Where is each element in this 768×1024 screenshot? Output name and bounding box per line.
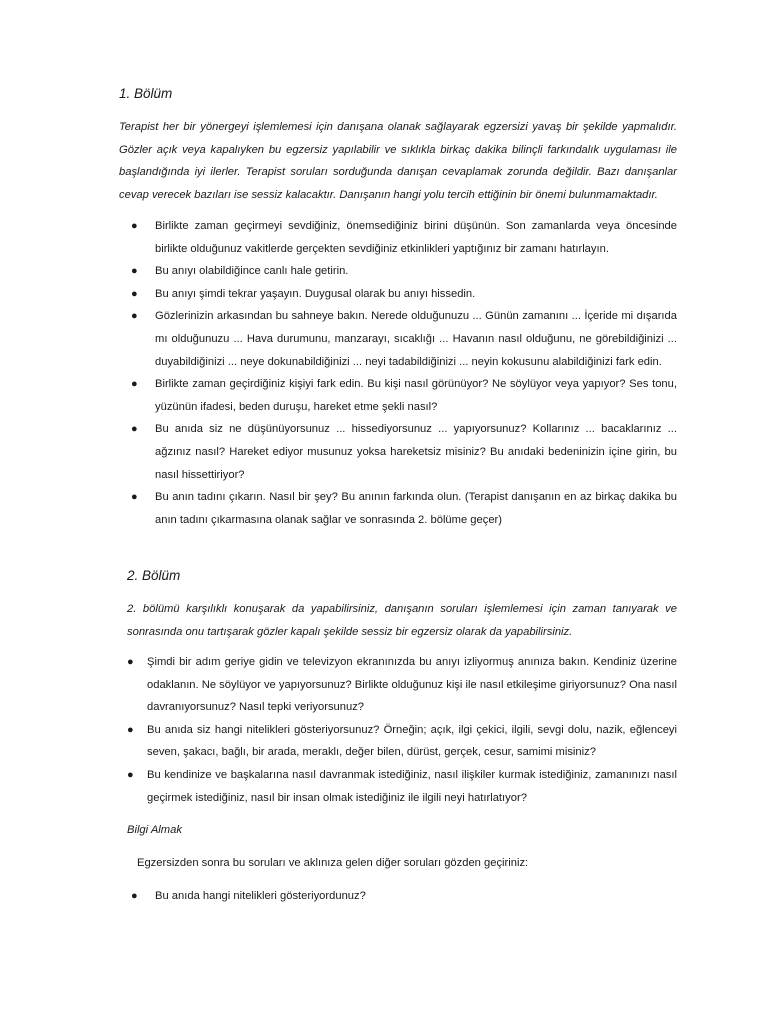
list-item [127,719,677,764]
bullet-icon: ● [127,656,134,668]
bullet-icon: ● [127,723,134,736]
bullet-icon: ● [131,423,138,436]
list-item-text: Bu anıyı olabildiğince canlı hale getirin. [155,265,349,278]
list-item-text: Birlikte zaman geçirdiğiniz kişiyi fark edin. Bu kişi nasıl görünüyor? Ne söylüyor veya yapıyor? Ses tonu, yüzünün ifadesi, beden duruşu, hareket etme şekli nasıl? [155,378,677,413]
bullet-icon: ● [131,491,138,504]
section-3-text: Egzersizden sonra bu soruları ve aklınıza gelen diğer soruları gözden geçiriniz: [137,857,529,869]
list-item-text: Gözlerinizin arkasından bu sahneye bakın. Nerede olduğunuzu ... Günün zamanını ... İçeride mi dışarıda mı olduğunuzu ... Hava durumunu, manzarayı, sıcaklığı ... Havanın nasıl olduğunu, ne görebildiğinizi ... duyabildiğinizi ... neye dokunabildiğinizi ... neyi tadabildiğinizi ... neyin kokusunu alabildiğinizi fark edin. [155,310,677,368]
section-2-intro: 2. bölümü karşılıklı konuşarak da yapabilirsiniz, danışanın soruları işlemlemesi için zaman tanıyarak ve sonrasında onu tartışarak gözler kapalı şekilde sessiz bir egzersiz olarak da yapabilirsiniz. [127,603,677,638]
section-3-heading: Bilgi Almak [127,824,182,836]
list-item [131,283,677,306]
list-item [131,885,677,908]
list-item [131,215,677,260]
list-item-text: Şimdi bir adım geriye gidin ve televizyon ekranınızda bu anıyı izliyormuş anınıza bakın. Kendiniz üzerine odaklanın. Ne söylüyor ve yapıyorsunuz? Birlikte olduğunuz kişi ile nasıl etkileşime giriyorsunuz? Ona nasıl davranıyorsunuz? Nasıl tepki veriyorsunuz? [147,656,677,714]
bullet-icon: ● [131,890,138,902]
list-item [131,260,677,283]
list-item-text: Birlikte zaman geçirmeyi sevdiğiniz, önemsediğiniz birini düşünün. Son zamanlarda veya öncesinde birlikte olduğunuz vakitlerde gerçekten sevdiğiniz etkinlikleri yaptığınız bir zamanı hatırlayın. [155,220,677,255]
section-3-list [131,885,677,908]
list-item-text: Bu kendinize ve başkalarına nasıl davranmak istediğiniz, nasıl ilişkiler kurmak istediğiniz, zamanınızı nasıl geçirmek istediğiniz, nasıl bir insan olmak istediğiniz ile ilgili neyi hatırlatıyor? [147,768,677,804]
section-1-intro: Terapist her bir yönergeyi işlemlemesi için danışana olanak sağlayarak egzersizi yavaş bir şekilde yapmalıdır. Gözler açık veya kapalıyken bu egzersiz yapılabilir ve sıklıkla birkaç dakika bilinçli farkındalık uygulaması ile başlandığında iyi ilerler. Terapist soruları sorduğunda danışan cevaplamak zorunda değildir. Bazı danışanlar cevap verecek bazıları ise sessiz kalacaktır. Danışanın hangi yolu tercih ettiğinin bir önemi bulunmamaktadır. [119,121,677,201]
section-1-list [131,215,677,531]
bullet-icon: ● [127,768,134,781]
list-item-text: Bu anın tadını çıkarın. Nasıl bir şey? Bu anının farkında olun. (Terapist danışanın en az birkaç dakika bu anın tadını çıkarmasına olanak sağlar ve sonrasında 2. bölüme geçer) [155,491,677,526]
list-item [131,305,677,373]
list-item-text: Bu anıda hangi nitelikleri gösteriyordunuz? [155,890,366,902]
section-2-list [127,651,677,809]
list-item [127,651,677,719]
bullet-icon: ● [131,310,138,323]
bullet-icon: ● [131,265,138,278]
list-item-text: Bu anıda siz ne düşünüyorsunuz ... hissediyorsunuz ... yapıyorsunuz? Kollarınız ... bacaklarınız ... ağzınız nasıl? Hareket ediyor musunuz yoksa hareketsiz misiniz? Bu anıdaki bedeninizin içine girin, bu nasıl hissettiriyor? [155,423,677,481]
list-item [131,373,677,418]
list-item-text: Bu anıda siz hangi nitelikleri gösteriyorsunuz? Örneğin; açık, ilgi çekici, ilgili, sevgi dolu, nazik, eğlenceyi seven, şakacı, bağlı, bir arada, meraklı, değer bilen, dürüst, gerçek, cesur, samimi misiniz? [147,723,677,759]
section-2-heading: 2. Bölüm [127,568,181,583]
list-item [131,486,677,531]
list-item [131,418,677,486]
bullet-icon: ● [131,220,138,232]
section-1-heading: 1. Bölüm [119,86,173,101]
list-item-text: Bu anıyı şimdi tekrar yaşayın. Duygusal olarak bu anıyı hissedin. [155,287,476,300]
bullet-icon: ● [131,378,138,391]
bullet-icon: ● [131,287,138,300]
list-item [127,764,677,809]
